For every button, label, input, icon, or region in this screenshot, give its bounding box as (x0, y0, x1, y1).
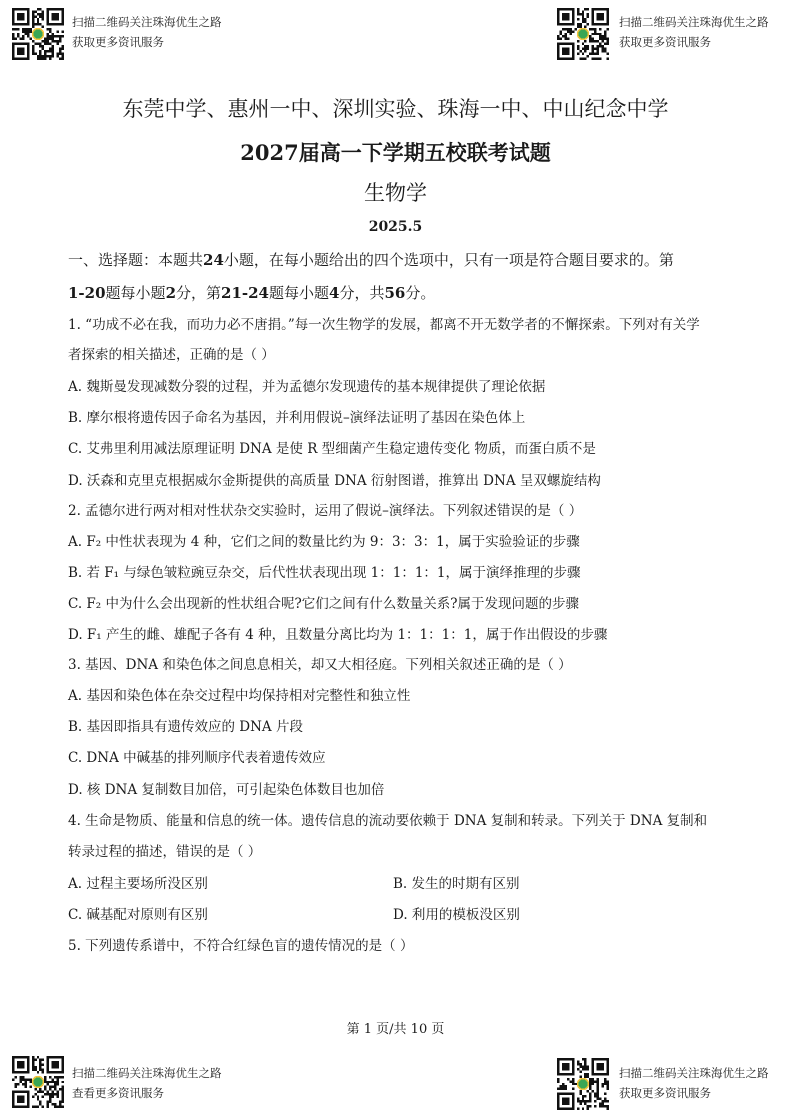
question-4-option-b: B. 发生的时期有区别 (393, 876, 520, 892)
question-3-option-c: C. DNA 中碱基的排列顺序代表着遗传效应 (68, 750, 326, 766)
question-1-option-a: A. 魏斯曼发现减数分裂的过程，并为孟德尔发现遗传的基本规律提供了理论依据 (68, 379, 546, 395)
qr-code-icon (12, 8, 64, 60)
question-4-option-c: C. 碱基配对原则有区别 (68, 907, 208, 923)
section-instructions-line1: 一、选择题：本题共24小题，在每小题给出的四个选项中，只有一项是符合题目要求的。第 (68, 251, 674, 269)
question-3-option-d: D. 核 DNA 复制数目加倍，可引起染色体数目也加倍 (68, 782, 385, 798)
exam-title: 2027届高一下学期五校联考试题 (240, 140, 551, 165)
footer-left-line2: 查看更多资讯服务 (72, 1086, 164, 1100)
header-right-line2: 获取更多资讯服务 (619, 35, 711, 49)
header-right-line1: 扫描二维码关注珠海优生之路 (619, 15, 769, 29)
footer-right-line2: 获取更多资讯服务 (619, 1086, 711, 1100)
subject-title: 生物学 (364, 181, 427, 205)
question-4-option-d: D. 利用的模板没区别 (393, 907, 520, 923)
header-left-line1: 扫描二维码关注珠海优生之路 (72, 15, 222, 29)
question-4-stem-line1: 4. 生命是物质、能量和信息的统一体。遗传信息的流动要依赖于 DNA 复制和转录。下列关于 DNA 复制和 (68, 813, 708, 829)
question-1-stem-line2: 者探索的相关描述，正确的是（ ） (68, 347, 275, 363)
footer-left-caption (72, 1063, 222, 1103)
question-2-option-c: C. F₂ 中为什么会出现新的性状组合呢?它们之间有什么数量关系?属于发现问题的步骤 (68, 596, 579, 612)
header-right-caption (619, 12, 769, 52)
question-1-option-d: D. 沃森和克里克根据威尔金斯提供的高质量 DNA 衍射图谱，推算出 DNA 呈双螺旋结构 (68, 473, 601, 489)
footer-right-line1: 扫描二维码关注珠海优生之路 (619, 1066, 769, 1080)
footer-left-line1: 扫描二维码关注珠海优生之路 (72, 1066, 222, 1080)
exam-date: 2025.5 (368, 219, 423, 235)
schools-title: 东莞中学、惠州一中、深圳实验、珠海一中、中山纪念中学 (122, 97, 669, 121)
question-4-stem-line2: 转录过程的描述，错误的是（ ） (68, 844, 262, 860)
question-5-stem: 5. 下列遗传系谱中，不符合红绿色盲的遗传情况的是（ ） (68, 938, 414, 954)
question-2-option-a: A. F₂ 中性状表现为 4 种，它们之间的数量比约为 9：3：3：1，属于实验验证的步骤 (68, 534, 580, 550)
question-3-stem: 3. 基因、DNA 和染色体之间息息相关，却又大相径庭。下列相关叙述正确的是（ ） (68, 657, 572, 673)
qr-code-icon (557, 8, 609, 60)
question-1-option-b: B. 摩尔根将遗传因子命名为基因，并利用假说–演绎法证明了基因在染色体上 (68, 410, 526, 426)
question-1-option-c: C. 艾弗里利用减法原理证明 DNA 是使 R 型细菌产生稳定遗传变化 物质，而蛋白质不是 (68, 441, 596, 457)
qr-code-icon (557, 1058, 609, 1110)
question-1-stem-line1: 1. “功成不必在我，而功力必不唐捐。”每一次生物学的发展，都离不开无数学者的不懈探索。下列对有关学 (68, 317, 700, 333)
question-3-option-a: A. 基因和染色体在杂交过程中均保持相对完整性和独立性 (68, 688, 411, 704)
question-3-option-b: B. 基因即指具有遗传效应的 DNA 片段 (68, 719, 303, 735)
section-instructions-line2: 1-20题每小题2分，第21-24题每小题4分，共56分。 (68, 284, 436, 302)
question-4-option-a: A. 过程主要场所没区别 (68, 876, 208, 892)
question-2-option-b: B. 若 F₁ 与绿色皱粒豌豆杂交，后代性状表现出现 1：1：1：1，属于演绎推理的步骤 (68, 565, 581, 581)
header-left-caption (72, 12, 222, 52)
page-number: 第 1 页/共 10 页 (346, 1022, 445, 1037)
question-2-stem: 2. 孟德尔进行两对相对性状杂交实验时，运用了假说–演绎法。下列叙述错误的是（ ） (68, 503, 583, 519)
qr-code-icon (12, 1056, 64, 1108)
question-2-option-d: D. F₁ 产生的雌、雄配子各有 4 种，且数量分离比均为 1：1：1：1，属于作出假设的步骤 (68, 627, 608, 643)
footer-right-caption (619, 1063, 769, 1103)
header-left-line2: 获取更多资讯服务 (72, 35, 164, 49)
